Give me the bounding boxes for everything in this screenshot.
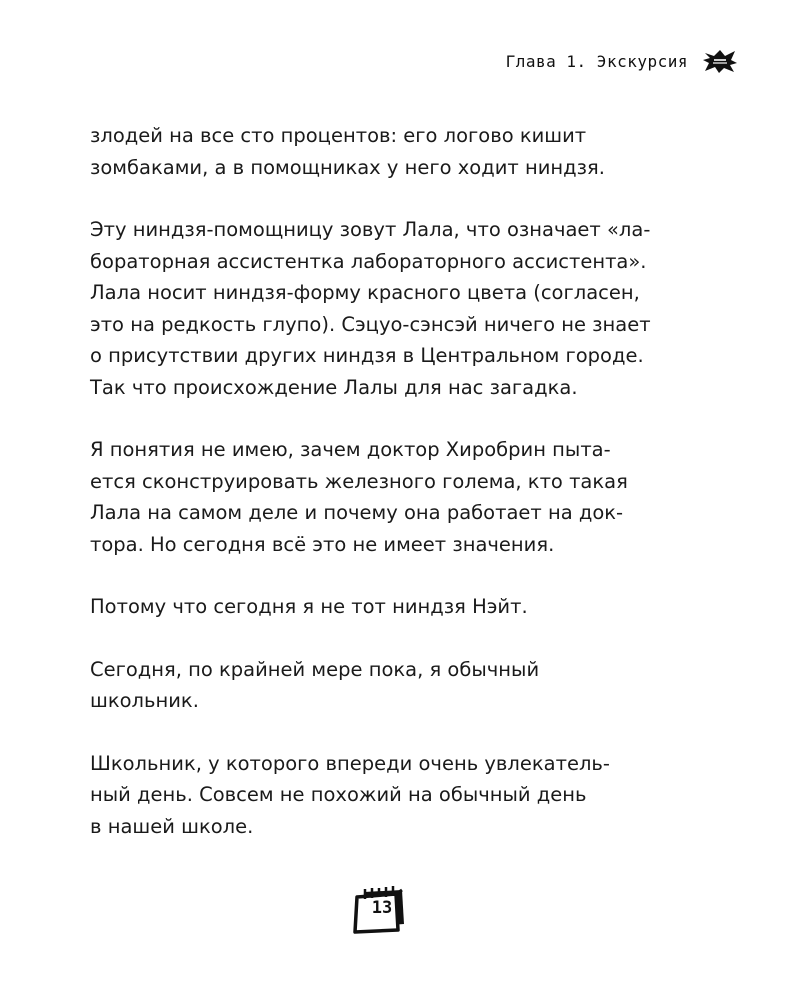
paragraph <box>90 591 730 623</box>
text-line: ется сконструировать железного голема, кто такая <box>90 469 628 493</box>
text-line: Школьник, у которого впереди очень увлекатель- <box>90 751 610 775</box>
paragraph <box>90 434 730 560</box>
text-line: Так что происхождение Лалы для нас загадка. <box>90 375 578 399</box>
ninja-star-icon <box>702 48 738 74</box>
text-line: Эту ниндзя-помощницу зовут Лала, что означает «ла- <box>90 218 651 241</box>
text-line: это на редкость глупо). Сэцуо-сэнсэй ничего не знает <box>90 312 651 336</box>
text-line: бораторная ассистентка лабораторного ассистента». <box>90 249 647 273</box>
chapter-title: Глава 1. Экскурсия <box>505 51 688 71</box>
page-number-badge <box>350 880 414 936</box>
paragraph <box>90 214 730 403</box>
text-line: зомбаками, а в помощниках у него ходит ниндзя. <box>90 155 605 179</box>
text-line: Потому что сегодня я не тот ниндзя Нэйт. <box>90 595 528 618</box>
text-line: школьник. <box>90 689 199 712</box>
running-header <box>506 48 738 74</box>
text-line: о присутствии других ниндзя в Центральном городе. <box>90 344 644 367</box>
body-text <box>90 120 730 873</box>
text-line: Сегодня, по крайней мере пока, я обычный <box>90 657 540 681</box>
text-line: тора. Но сегодня всё это не имеет значения. <box>90 532 555 556</box>
paragraph <box>90 748 730 843</box>
text-line: Лала носит ниндзя-форму красного цвета (согласен, <box>90 281 640 304</box>
paragraph <box>90 120 730 183</box>
text-line: ный день. Совсем не похожий на обычный день <box>90 783 587 806</box>
text-line: Я понятия не имею, зачем доктор Хиробрин пыта- <box>90 438 611 461</box>
paragraph <box>90 654 730 717</box>
text-line: злодей на все сто процентов: его логово кишит <box>90 124 587 147</box>
text-line: в нашей школе. <box>90 814 254 838</box>
text-line: Лала на самом деле и почему она работает на док- <box>90 501 624 524</box>
page-number: 13 <box>371 898 393 918</box>
